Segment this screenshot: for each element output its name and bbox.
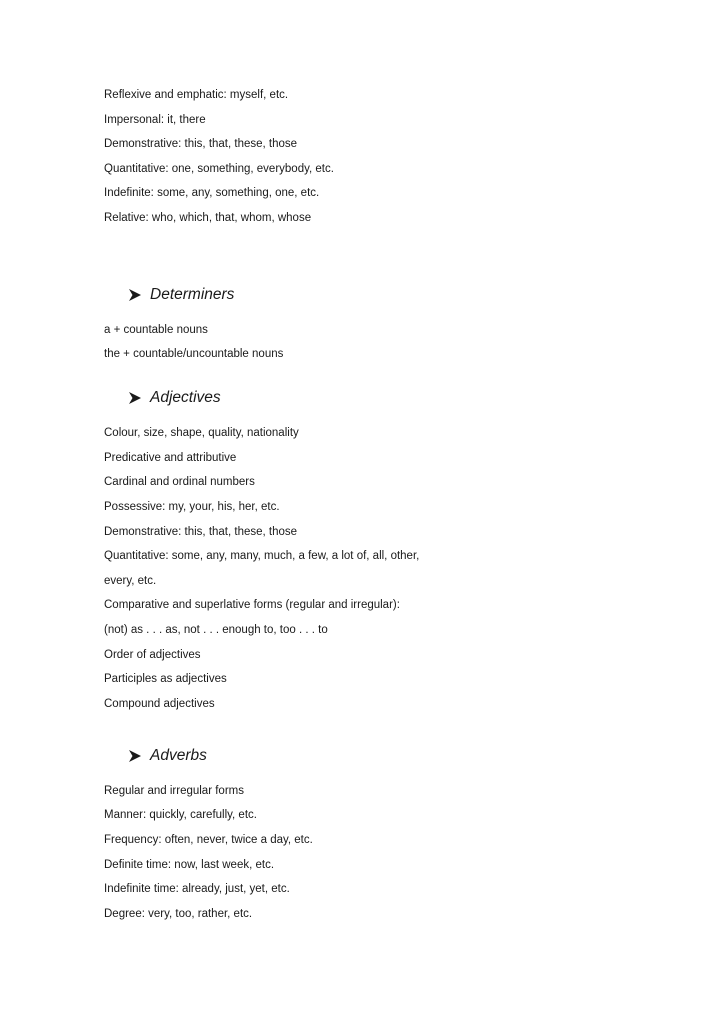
arrowhead-bullet-icon bbox=[128, 749, 142, 763]
list-item: Indefinite time: already, just, yet, etc. bbox=[104, 883, 290, 895]
list-item: a + countable nouns bbox=[104, 324, 208, 336]
list-item: Demonstrative: this, that, these, those bbox=[104, 526, 298, 538]
list-item: Quantitative: some, any, many, much, a few, a lot of, all, other, bbox=[104, 550, 420, 562]
list-item: every, etc. bbox=[104, 575, 157, 587]
list-item: Manner: quickly, carefully, etc. bbox=[104, 809, 257, 821]
heading-text: Adjectives bbox=[150, 389, 221, 406]
list-item: Definite time: now, last week, etc. bbox=[104, 859, 275, 871]
arrowhead-bullet-icon bbox=[128, 288, 142, 302]
list-item: Cardinal and ordinal numbers bbox=[104, 476, 255, 488]
heading-text: Determiners bbox=[150, 286, 235, 303]
list-item: Participles as adjectives bbox=[104, 673, 227, 685]
list-item: Order of adjectives bbox=[104, 649, 201, 661]
section-heading-adverbs bbox=[128, 747, 207, 765]
list-item: Predicative and attributive bbox=[104, 452, 237, 464]
list-item: Relative: who, which, that, whom, whose bbox=[104, 212, 312, 224]
list-item: Frequency: often, never, twice a day, etc. bbox=[104, 834, 313, 846]
list-item: the + countable/uncountable nouns bbox=[104, 348, 284, 360]
list-item: Indefinite: some, any, something, one, etc. bbox=[104, 187, 320, 199]
list-item: Colour, size, shape, quality, nationality bbox=[104, 427, 299, 439]
list-item: (not) as . . . as, not . . . enough to, too . . . to bbox=[104, 624, 328, 636]
list-item: Regular and irregular forms bbox=[104, 785, 244, 797]
list-item: Demonstrative: this, that, these, those bbox=[104, 138, 298, 150]
section-heading-determiners bbox=[128, 286, 234, 304]
list-item: Compound adjectives bbox=[104, 698, 215, 710]
list-item: Reflexive and emphatic: myself, etc. bbox=[104, 89, 289, 101]
list-item: Possessive: my, your, his, her, etc. bbox=[104, 501, 280, 513]
list-item: Degree: very, too, rather, etc. bbox=[104, 908, 253, 920]
heading-text: Adverbs bbox=[150, 747, 207, 764]
section-heading-adjectives bbox=[128, 389, 221, 407]
list-item: Quantitative: one, something, everybody, etc. bbox=[104, 163, 334, 175]
list-item: Impersonal: it, there bbox=[104, 114, 206, 126]
list-item: Comparative and superlative forms (regular and irregular): bbox=[104, 599, 400, 611]
document-page bbox=[104, 0, 704, 1030]
arrowhead-bullet-icon bbox=[128, 391, 142, 405]
